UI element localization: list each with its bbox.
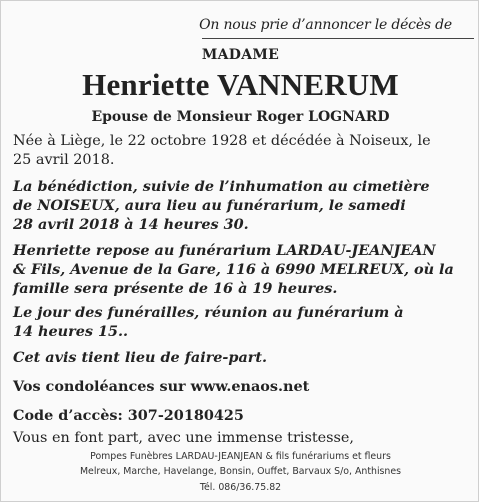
intro-text: On nous prie d’annoncer le décès de (199, 17, 452, 33)
blessing-line: de NOISEUX, aura lieu au funérarium, le samedi (13, 197, 406, 214)
birth-death-line: Née à Liège, le 22 octobre 1928 et décédée à Noiseux, le (13, 133, 431, 149)
funeral-day-line: 14 heures 15.. (13, 323, 129, 340)
funeral-home-phone: Tél. 086/36.75.82 (199, 482, 282, 493)
spouse-line: Epouse de Monsieur Roger LOGNARD (91, 109, 390, 125)
funeral-day-line: Le jour des funérailles, réunion au funérarium à (13, 304, 404, 321)
access-code-line: Code d’accès: 307-20180425 (13, 407, 244, 424)
repose-line: & Fils, Avenue de la Gare, 116 à 6990 MELREUX, où la (13, 261, 454, 278)
condolences-line: Vos condoléances sur www.enaos.net (13, 378, 310, 395)
funeral-day-paragraph (13, 303, 468, 341)
blessing-paragraph (13, 177, 468, 234)
repose-line: Henriette repose au funérarium LARDAU-JEANJEAN (13, 242, 436, 259)
faire-part-line: Cet avis tient lieu de faire-part. (13, 349, 268, 366)
repose-paragraph (13, 241, 468, 298)
intro-rule (202, 38, 474, 39)
funeral-home-line: Pompes Funèbres LARDAU-JEANJEAN & fils funérariums et fleurs (90, 451, 391, 462)
birth-death-paragraph (13, 132, 468, 170)
closing-line: Vous en font part, avec une immense tristesse, (13, 430, 354, 446)
blessing-line: 28 avril 2018 à 14 heures 30. (13, 216, 249, 233)
funeral-home-locations: Melreux, Marche, Havelange, Bonsin, Ouffet, Barvaux S/o, Anthisnes (79, 466, 402, 477)
repose-line: famille sera présente de 16 à 19 heures. (13, 280, 338, 297)
deceased-name: Henriette VANNERUM (82, 67, 399, 102)
blessing-line: La bénédiction, suivie de l’inhumation au cimetière (13, 178, 430, 195)
birth-death-line: 25 avril 2018. (13, 152, 115, 168)
honorific: MADAME (201, 47, 280, 63)
